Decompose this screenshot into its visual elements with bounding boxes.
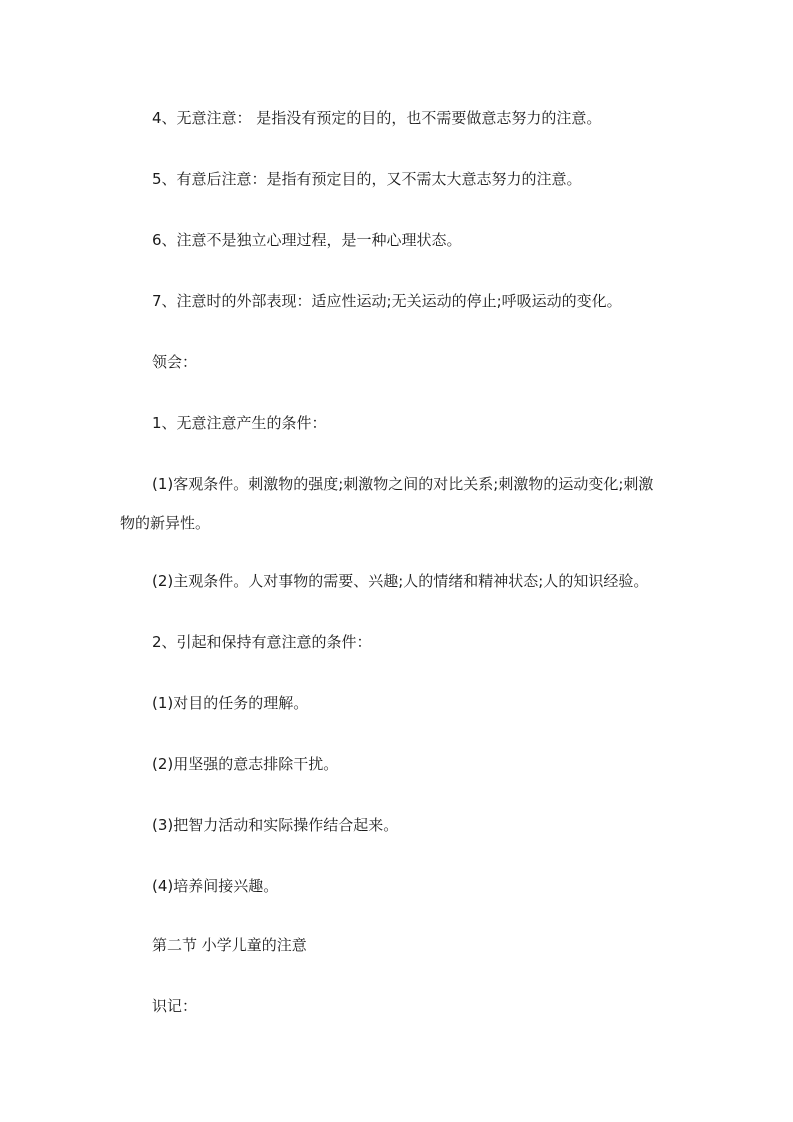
paragraph-external-signs: 7、注意时的外部表现：适应性运动;无关运动的停止;呼吸运动的变化。 <box>152 292 622 310</box>
paragraph-unintentional-conditions: 1、无意注意产生的条件： <box>152 414 327 432</box>
paragraph-subjective-conditions: (2)主观条件。人对事物的需要、兴趣;人的情绪和精神状态;人的知识经验。 <box>152 572 649 590</box>
list-item-indirect-interest: (4)培养间接兴趣。 <box>152 877 279 895</box>
section-heading: 第二节 小学儿童的注意 <box>152 936 307 954</box>
paragraph-attention-state: 6、注意不是独立心理过程，是一种心理状态。 <box>152 231 462 249</box>
list-item-willpower: (2)用坚强的意志排除干扰。 <box>152 755 339 773</box>
paragraph-unintentional-attention: 4、无意注意： 是指没有预定的目的，也不需要做意志努力的注意。 <box>152 109 602 127</box>
section-label-memorization: 识记： <box>152 997 198 1015</box>
list-item-task-understanding: (1)对目的任务的理解。 <box>152 694 309 712</box>
section-label-comprehension: 领会： <box>152 353 198 371</box>
paragraph-objective-conditions: (1)客观条件。刺激物的强度;刺激物之间的对比关系;刺激物的运动变化;刺激 <box>152 475 654 493</box>
paragraph-intentional-conditions: 2、引起和保持有意注意的条件： <box>152 633 372 651</box>
paragraph-objective-conditions-continued: 物的新异性。 <box>120 514 211 532</box>
list-item-combine-activities: (3)把智力活动和实际操作结合起来。 <box>152 816 399 834</box>
paragraph-post-intentional-attention: 5、有意后注意：是指有预定目的，又不需太大意志努力的注意。 <box>152 170 582 188</box>
